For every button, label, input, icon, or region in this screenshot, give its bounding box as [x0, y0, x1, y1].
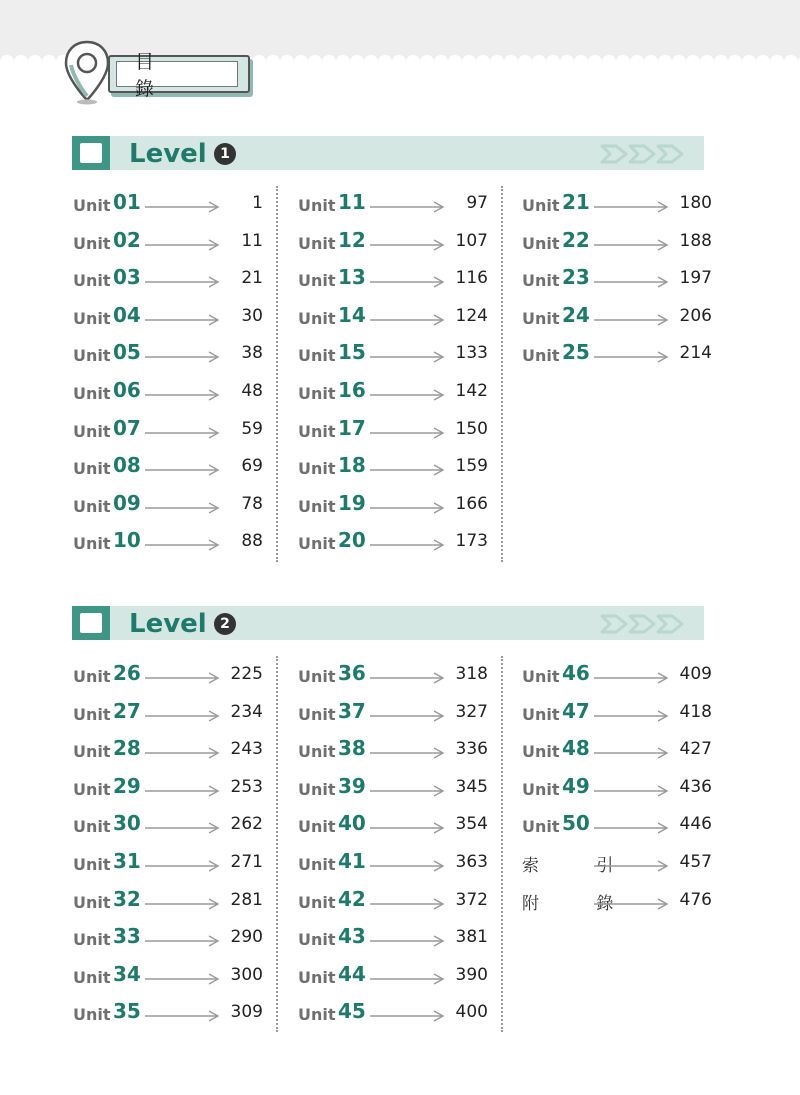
unit-prefix: Unit: [73, 383, 111, 403]
unit-number: 45: [338, 999, 366, 1024]
unit-prefix: Unit: [522, 271, 560, 291]
toc-entry[interactable]: [298, 661, 488, 699]
page-number: 59: [241, 418, 263, 439]
unit-prefix: Unit: [73, 271, 111, 291]
toc-entry[interactable]: [73, 265, 263, 303]
unit-number: 38: [338, 736, 366, 761]
page-number: 142: [455, 380, 488, 401]
arrow-right-icon: [594, 709, 742, 723]
toc-entry[interactable]: [298, 887, 488, 925]
level-2-label: Level: [129, 609, 207, 639]
toc-entry[interactable]: [522, 699, 712, 737]
location-pin-icon: [62, 38, 112, 106]
arrow-right-icon: [594, 275, 742, 289]
page-number: 30: [241, 305, 263, 326]
page-number: 457: [679, 851, 712, 872]
column-divider: [501, 656, 503, 1032]
unit-prefix: Unit: [73, 496, 111, 516]
unit-prefix: Unit: [522, 346, 560, 366]
arrow-right-icon: [370, 501, 518, 515]
unit-number: 50: [562, 811, 590, 836]
toc-entry[interactable]: [298, 528, 488, 566]
page-number: 354: [455, 814, 488, 835]
level-1-column-2: [298, 190, 488, 566]
unit-number: 19: [338, 490, 366, 515]
page-number: 48: [241, 380, 263, 401]
unit-prefix: Unit: [298, 854, 336, 874]
unit-number: 16: [338, 377, 366, 402]
arrow-right-icon: [145, 238, 293, 252]
toc-entry[interactable]: [73, 491, 263, 529]
page-title: 目 錄: [116, 61, 238, 87]
level-1-column-1: [73, 190, 263, 566]
page-number: 381: [455, 927, 488, 948]
unit-prefix: Unit: [298, 967, 336, 987]
arrow-right-icon: [370, 388, 518, 402]
arrow-right-icon: [370, 784, 518, 798]
toc-entry[interactable]: [73, 962, 263, 1000]
unit-prefix: Unit: [73, 779, 111, 799]
level-2-column-1: [73, 661, 263, 1037]
arrow-right-icon: [145, 275, 293, 289]
level-2-box: [72, 606, 110, 640]
arrow-right-icon: [594, 313, 742, 327]
arrow-right-icon: [145, 388, 293, 402]
page-number: 290: [230, 927, 263, 948]
unit-prefix: Unit: [522, 196, 560, 215]
toc-entry[interactable]: [298, 699, 488, 737]
unit-prefix: Unit: [73, 930, 111, 950]
page-number: 390: [455, 964, 488, 985]
unit-number: 48: [562, 736, 590, 761]
toc-entry[interactable]: [73, 190, 263, 228]
unit-prefix: Unit: [298, 383, 336, 403]
unit-number: 37: [338, 698, 366, 723]
page-number: 188: [679, 230, 712, 251]
page-number: 300: [230, 964, 263, 985]
unit-number: 28: [113, 736, 141, 761]
page-number: 318: [455, 664, 488, 684]
unit-prefix: Unit: [522, 308, 560, 328]
page-number: 243: [230, 739, 263, 760]
arrow-right-icon: [370, 746, 518, 760]
toc-entry[interactable]: [522, 340, 712, 378]
page-number: 409: [679, 664, 712, 684]
level-2-header: [72, 606, 704, 640]
arrow-right-icon: [594, 859, 742, 873]
arrow-right-icon: [370, 821, 518, 835]
arrow-right-icon: [370, 1009, 518, 1023]
unit-number: 49: [562, 773, 590, 798]
unit-prefix: Unit: [73, 742, 111, 762]
unit-prefix: Unit: [298, 308, 336, 328]
toc-entry[interactable]: [73, 699, 263, 737]
toc-entry[interactable]: [298, 303, 488, 341]
level-1-number-badge: 1: [214, 143, 236, 165]
unit-number: 43: [338, 924, 366, 949]
unit-number: 12: [338, 227, 366, 252]
unit-prefix: Unit: [73, 459, 111, 479]
toc-entry[interactable]: [73, 887, 263, 925]
page-number: 363: [455, 851, 488, 872]
column-divider: [276, 656, 278, 1032]
page-number: 69: [241, 456, 263, 477]
page-number: 436: [679, 776, 712, 797]
page-number: 336: [455, 739, 488, 760]
toc-entry[interactable]: [298, 736, 488, 774]
page-number: 107: [455, 230, 488, 251]
unit-prefix: Unit: [298, 534, 336, 554]
arrow-right-icon: [145, 972, 293, 986]
toc-entry[interactable]: [298, 924, 488, 962]
arrow-right-icon: [145, 859, 293, 873]
page-number: 427: [679, 739, 712, 760]
page-number: 180: [679, 193, 712, 213]
toc-entry[interactable]: [522, 774, 712, 812]
chevron-right-icon: [600, 614, 686, 634]
unit-prefix: Unit: [522, 779, 560, 799]
unit-number: 33: [113, 924, 141, 949]
page-number: 38: [241, 343, 263, 364]
arrow-right-icon: [594, 350, 742, 364]
unit-number: 35: [113, 999, 141, 1024]
arrow-right-icon: [594, 897, 742, 911]
unit-number: 10: [113, 528, 141, 553]
arrow-right-icon: [370, 972, 518, 986]
unit-prefix: Unit: [298, 233, 336, 253]
unit-prefix: Unit: [73, 421, 111, 441]
toc-entry[interactable]: [522, 265, 712, 303]
arrow-right-icon: [370, 238, 518, 252]
page-number: 21: [241, 268, 263, 289]
arrow-right-icon: [594, 746, 742, 760]
toc-entry[interactable]: [522, 190, 712, 228]
level-1-box: [72, 136, 110, 170]
page-number: 78: [241, 493, 263, 514]
unit-number: 04: [113, 302, 141, 327]
page-number: 116: [455, 268, 488, 289]
unit-prefix: Unit: [298, 779, 336, 799]
page-number: 234: [230, 701, 263, 722]
toc-entry[interactable]: [298, 416, 488, 454]
toc-title-tab: [108, 51, 250, 100]
arrow-right-icon: [145, 897, 293, 911]
unit-prefix: Unit: [73, 346, 111, 366]
arrow-right-icon: [370, 275, 518, 289]
toc-entry[interactable]: [298, 999, 488, 1037]
unit-number: 18: [338, 453, 366, 478]
arrow-right-icon: [145, 821, 293, 835]
toc-entry[interactable]: [298, 774, 488, 812]
unit-number: 22: [562, 227, 590, 252]
toc-entry[interactable]: [73, 811, 263, 849]
toc-entry[interactable]: [298, 491, 488, 529]
unit-number: 47: [562, 698, 590, 723]
unit-number: 23: [562, 265, 590, 290]
arrow-right-icon: [370, 934, 518, 948]
arrow-right-icon: [370, 463, 518, 477]
toc-entry[interactable]: [522, 849, 712, 887]
unit-prefix: Unit: [73, 817, 111, 837]
toc-entry[interactable]: [298, 849, 488, 887]
unit-prefix: Unit: [522, 704, 560, 724]
arrow-right-icon: [370, 350, 518, 364]
arrow-right-icon: [145, 463, 293, 477]
unit-prefix: Unit: [298, 346, 336, 366]
page-number: 206: [679, 305, 712, 326]
toc-entry[interactable]: [298, 340, 488, 378]
unit-prefix: Unit: [73, 967, 111, 987]
unit-number: 30: [113, 811, 141, 836]
level-2-column-3: [522, 661, 712, 924]
unit-prefix: Unit: [298, 667, 336, 686]
unit-prefix: Unit: [298, 704, 336, 724]
column-divider: [501, 186, 503, 562]
unit-prefix: Unit: [73, 308, 111, 328]
entry-label: 索 引: [522, 855, 640, 876]
level-1-label: Level: [129, 139, 207, 169]
unit-number: 39: [338, 773, 366, 798]
unit-number: 14: [338, 302, 366, 327]
unit-prefix: Unit: [73, 667, 111, 686]
toc-entry[interactable]: [298, 228, 488, 266]
page-number: 309: [230, 1002, 263, 1023]
unit-number: 34: [113, 961, 141, 986]
unit-number: 29: [113, 773, 141, 798]
toc-entry[interactable]: [298, 811, 488, 849]
toc-entry[interactable]: [298, 453, 488, 491]
unit-number: 20: [338, 528, 366, 553]
unit-prefix: Unit: [73, 1005, 111, 1025]
unit-number: 05: [113, 340, 141, 365]
unit-prefix: Unit: [298, 496, 336, 516]
arrow-right-icon: [145, 1009, 293, 1023]
arrow-right-icon: [370, 897, 518, 911]
page-number: 225: [230, 664, 263, 684]
page-number: 345: [455, 776, 488, 797]
page-number: 173: [455, 531, 488, 552]
arrow-right-icon: [145, 784, 293, 798]
unit-number: 06: [113, 377, 141, 402]
page-number: 88: [241, 531, 263, 552]
page-number: 400: [455, 1002, 488, 1023]
unit-number: 17: [338, 415, 366, 440]
arrow-right-icon: [370, 709, 518, 723]
unit-number: 40: [338, 811, 366, 836]
unit-number: 02: [113, 227, 141, 252]
unit-prefix: Unit: [298, 817, 336, 837]
arrow-right-icon: [145, 426, 293, 440]
arrow-right-icon: [145, 538, 293, 552]
unit-number: 31: [113, 848, 141, 873]
arrow-right-icon: [594, 671, 742, 685]
page-number: 97: [466, 193, 488, 213]
entry-label: 附 錄: [522, 893, 640, 914]
unit-number: 46: [562, 661, 590, 685]
toc-entry[interactable]: [73, 340, 263, 378]
page-number: 418: [679, 701, 712, 722]
arrow-right-icon: [145, 671, 293, 685]
page-number: 214: [679, 343, 712, 364]
unit-prefix: Unit: [522, 817, 560, 837]
toc-entry[interactable]: [298, 190, 488, 228]
arrow-right-icon: [145, 746, 293, 760]
page-number: 11: [241, 230, 263, 251]
page-number: 197: [679, 268, 712, 289]
page-number: 271: [230, 851, 263, 872]
toc-entry[interactable]: [73, 849, 263, 887]
arrow-right-icon: [594, 784, 742, 798]
page-number: 124: [455, 305, 488, 326]
unit-number: 41: [338, 848, 366, 873]
unit-number: 09: [113, 490, 141, 515]
page-number: 133: [455, 343, 488, 364]
toc-entry[interactable]: [522, 887, 712, 925]
toc-entry[interactable]: [73, 453, 263, 491]
unit-number: 07: [113, 415, 141, 440]
arrow-right-icon: [145, 350, 293, 364]
toc-entry[interactable]: [298, 378, 488, 416]
arrow-right-icon: [370, 671, 518, 685]
toc-entry[interactable]: [73, 661, 263, 699]
toc-entry[interactable]: [73, 303, 263, 341]
unit-number: 08: [113, 453, 141, 478]
toc-entry[interactable]: [73, 528, 263, 566]
unit-prefix: Unit: [522, 233, 560, 253]
toc-entry[interactable]: [73, 416, 263, 454]
unit-prefix: Unit: [522, 742, 560, 762]
level-1-header: [72, 136, 704, 170]
unit-prefix: Unit: [73, 892, 111, 912]
toc-entry[interactable]: [73, 924, 263, 962]
toc-entry[interactable]: [73, 736, 263, 774]
unit-prefix: Unit: [73, 196, 111, 215]
unit-prefix: Unit: [73, 854, 111, 874]
toc-entry[interactable]: [298, 962, 488, 1000]
page-number: 281: [230, 889, 263, 910]
chevron-right-icon: [600, 144, 686, 164]
arrow-right-icon: [370, 313, 518, 327]
column-divider: [276, 186, 278, 562]
unit-prefix: Unit: [298, 421, 336, 441]
unit-prefix: Unit: [73, 704, 111, 724]
arrow-right-icon: [594, 821, 742, 835]
page-number: 262: [230, 814, 263, 835]
page-number: 166: [455, 493, 488, 514]
unit-prefix: Unit: [298, 196, 336, 215]
unit-prefix: Unit: [298, 930, 336, 950]
page-number: 159: [455, 456, 488, 477]
arrow-right-icon: [370, 426, 518, 440]
arrow-right-icon: [145, 709, 293, 723]
level-2-column-2: [298, 661, 488, 1037]
unit-number: 25: [562, 340, 590, 365]
arrow-right-icon: [145, 501, 293, 515]
page-number: 327: [455, 701, 488, 722]
toc-entry[interactable]: [522, 811, 712, 849]
unit-prefix: Unit: [298, 459, 336, 479]
unit-number: 21: [562, 190, 590, 214]
unit-number: 15: [338, 340, 366, 365]
arrow-right-icon: [594, 200, 742, 214]
page-number: 446: [679, 814, 712, 835]
unit-number: 13: [338, 265, 366, 290]
toc-entry[interactable]: [522, 303, 712, 341]
toc-entry[interactable]: [522, 736, 712, 774]
unit-prefix: Unit: [73, 534, 111, 554]
unit-number: 01: [113, 190, 141, 214]
arrow-right-icon: [594, 238, 742, 252]
toc-entry[interactable]: [73, 774, 263, 812]
unit-number: 26: [113, 661, 141, 685]
unit-number: 36: [338, 661, 366, 685]
toc-entry[interactable]: [522, 661, 712, 699]
level-2-number-badge: 2: [214, 613, 236, 635]
arrow-right-icon: [145, 934, 293, 948]
unit-number: 11: [338, 190, 366, 214]
unit-number: 44: [338, 961, 366, 986]
unit-prefix: Unit: [298, 892, 336, 912]
page-number: 476: [679, 889, 712, 910]
unit-prefix: Unit: [73, 233, 111, 253]
arrow-right-icon: [370, 859, 518, 873]
toc-entry[interactable]: [73, 228, 263, 266]
page-number: 150: [455, 418, 488, 439]
unit-prefix: Unit: [298, 1005, 336, 1025]
arrow-right-icon: [145, 200, 293, 214]
unit-prefix: Unit: [298, 742, 336, 762]
unit-number: 42: [338, 886, 366, 911]
level-1-column-3: [522, 190, 712, 378]
toc-entry[interactable]: [73, 999, 263, 1037]
unit-number: 32: [113, 886, 141, 911]
unit-prefix: Unit: [522, 667, 560, 686]
arrow-right-icon: [145, 313, 293, 327]
unit-number: 24: [562, 302, 590, 327]
page-number: 372: [455, 889, 488, 910]
unit-number: 27: [113, 698, 141, 723]
arrow-right-icon: [370, 538, 518, 552]
toc-entry[interactable]: [298, 265, 488, 303]
unit-number: 03: [113, 265, 141, 290]
unit-prefix: Unit: [298, 271, 336, 291]
page-number: 253: [230, 776, 263, 797]
page-number: 1: [252, 193, 263, 213]
toc-entry[interactable]: [73, 378, 263, 416]
arrow-right-icon: [370, 200, 518, 214]
toc-entry[interactable]: [522, 228, 712, 266]
